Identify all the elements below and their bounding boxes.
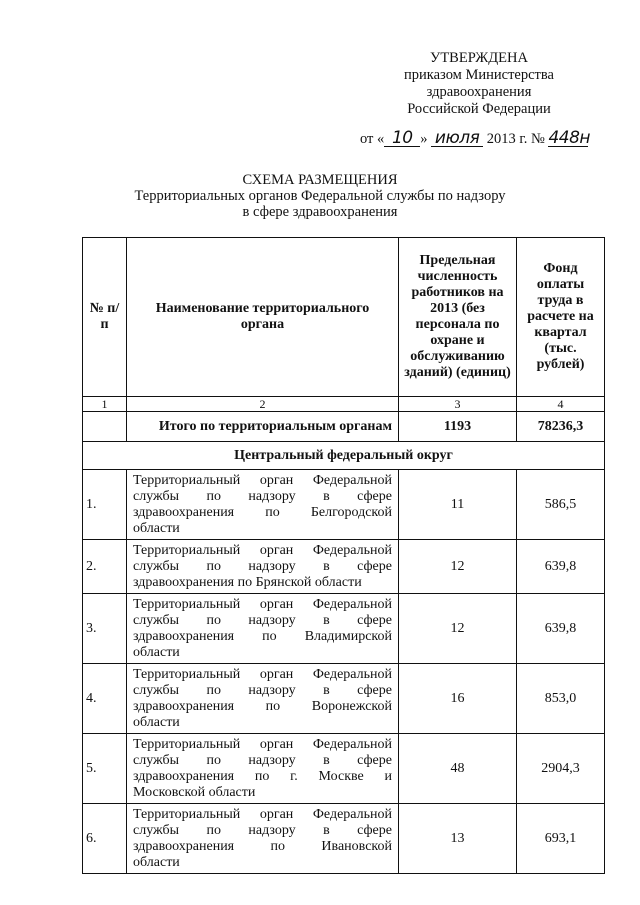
row-fund: 2904,3 (517, 734, 605, 804)
row-name (127, 734, 399, 804)
row-name-main: Территориальный орган Федеральной службы по надзору в сфере (133, 542, 392, 574)
order-prefix: от « (360, 131, 385, 147)
column-number: 3 (399, 397, 517, 412)
header-fund: Фонд оплаты труда в расчете на квартал (тыс. рублей) (517, 238, 605, 397)
row-name (127, 664, 399, 734)
order-day: 10 (384, 130, 420, 147)
order-month: июля (431, 130, 483, 147)
heading-title: СХЕМА РАЗМЕЩЕНИЯ (242, 172, 398, 188)
row-fund: 639,8 (517, 540, 605, 594)
order-line (360, 130, 620, 148)
total-fund: 78236,3 (517, 412, 605, 442)
row-index: 4. (83, 664, 127, 734)
header-name: Наименование территориального органа (127, 238, 399, 397)
row-fund: 853,0 (517, 664, 605, 734)
row-staff: 48 (399, 734, 517, 804)
total-idx (83, 412, 127, 442)
column-number: 1 (83, 397, 127, 412)
column-number-row (83, 397, 605, 412)
region-row (83, 442, 605, 470)
row-name-main: Территориальный орган Федеральной службы по надзору в сфере здравоохранения по Владимирской (133, 596, 392, 644)
row-index: 1. (83, 470, 127, 540)
table-row (83, 734, 605, 804)
row-staff: 11 (399, 470, 517, 540)
row-index: 5. (83, 734, 127, 804)
approval-title: УТВЕРЖДЕНА (430, 50, 528, 66)
table-row (83, 540, 605, 594)
row-name-main: Территориальный орган Федеральной службы по надзору в сфере здравоохранения по Белгородской (133, 472, 392, 520)
total-row (83, 412, 605, 442)
table-row (83, 470, 605, 540)
row-index: 3. (83, 594, 127, 664)
row-index: 6. (83, 804, 127, 874)
table-row (83, 664, 605, 734)
row-name-last: области (133, 854, 180, 870)
row-name (127, 804, 399, 874)
row-name-main: Территориальный орган Федеральной службы по надзору в сфере здравоохранения по Воронежской (133, 666, 392, 714)
approval-line-2: здравоохранения (426, 84, 532, 100)
row-fund: 693,1 (517, 804, 605, 874)
row-staff: 12 (399, 594, 517, 664)
row-name-main: Территориальный орган Федеральной службы по надзору в сфере здравоохранения по г. Москве и (133, 736, 392, 784)
row-name-last: здравоохранения по Брянской области (133, 574, 362, 590)
table-row (83, 804, 605, 874)
row-staff: 16 (399, 664, 517, 734)
document-heading (100, 172, 540, 220)
order-number: 448н (548, 128, 590, 148)
row-fund: 639,8 (517, 594, 605, 664)
approval-stamp (390, 50, 568, 118)
row-staff: 13 (399, 804, 517, 874)
row-index: 2. (83, 540, 127, 594)
header-num: № п/п (83, 238, 127, 397)
header-staff: Предельная численность работников на 2013 (без персонала по охране и обслуживанию зданий) (единиц) (399, 238, 517, 397)
total-staff: 1193 (399, 412, 517, 442)
row-name (127, 470, 399, 540)
row-staff: 12 (399, 540, 517, 594)
row-fund: 586,5 (517, 470, 605, 540)
heading-subtitle-1: Территориальных органов Федеральной службы по надзору (134, 188, 506, 204)
total-label: Итого по территориальным органам (127, 412, 399, 442)
row-name-last: области (133, 644, 180, 660)
row-name (127, 594, 399, 664)
row-name-last: области (133, 520, 180, 536)
row-name-last: Московской области (133, 784, 256, 800)
order-year: 2013 г. № (486, 131, 545, 147)
row-name-last: области (133, 714, 180, 730)
region-label: Центральный федеральный округ (83, 442, 605, 470)
table-header-row (83, 238, 605, 397)
approval-line-3: Российской Федерации (407, 101, 551, 117)
placement-table (82, 237, 605, 874)
row-name (127, 540, 399, 594)
heading-subtitle-2: в сфере здравоохранения (242, 204, 398, 220)
order-sep: » (420, 131, 428, 147)
column-number: 4 (517, 397, 605, 412)
approval-line-1: приказом Министерства (404, 67, 554, 83)
table-row (83, 594, 605, 664)
row-name-main: Территориальный орган Федеральной службы по надзору в сфере здравоохранения по Ивановской (133, 806, 392, 854)
column-number: 2 (127, 397, 399, 412)
